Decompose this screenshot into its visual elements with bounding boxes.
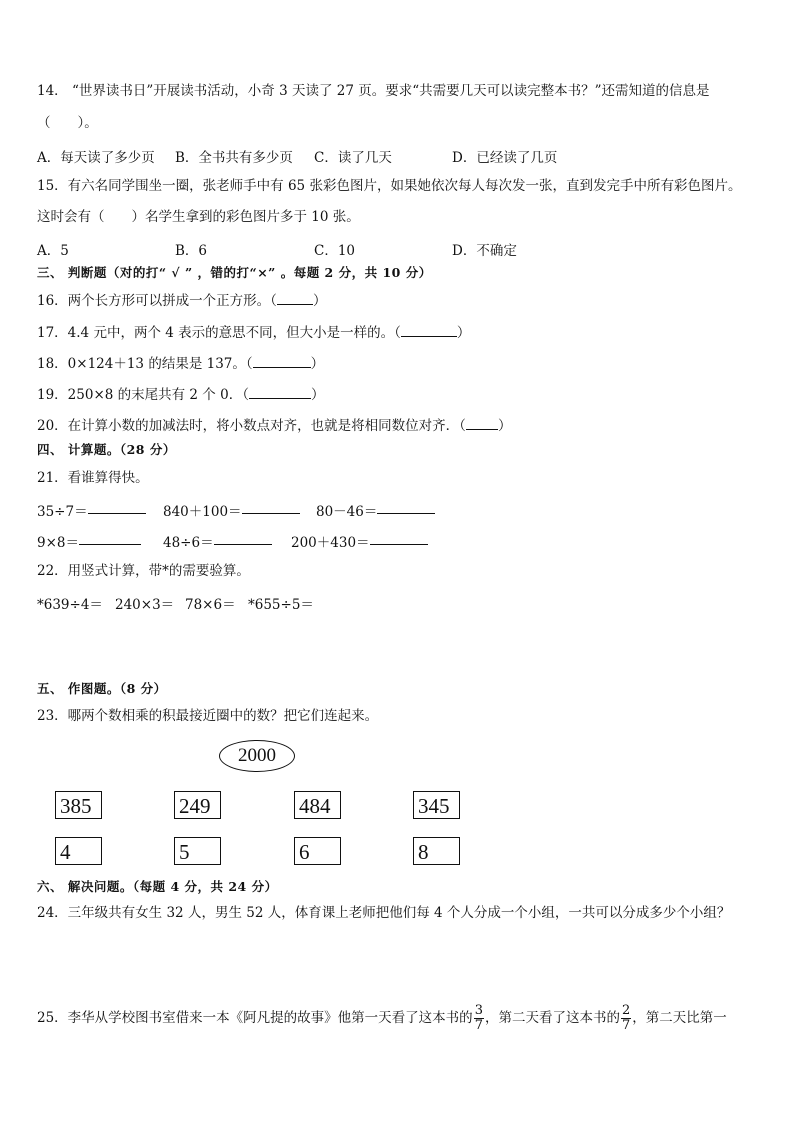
q15-option-a: A．5 <box>37 243 69 259</box>
target-number-oval: 2000 <box>219 740 295 772</box>
q25-text: 25．李华从学校图书室借来一本《阿凡提的故事》他第一天看了这本书的 $\frac{3}{7}$ ，第二天看了这本书的 $\frac{2}{7}$ ，第二天比第一 <box>37 1003 727 1033</box>
section-3-heading: 三、 判断题（对的打“ √ ” ，错的打“×” 。每题 2 分，共 10 分） <box>37 265 432 280</box>
q22-item: 78×6＝ <box>185 597 236 613</box>
calc-item: 200＋430＝ <box>291 531 370 551</box>
number-box-bottom[interactable]: 8 <box>413 837 460 865</box>
q14-text: 14． “世界读书日”开展读书活动，小奇 3 天读了 27 页。要求“共需要几天可以读完整本书？”还需知道的信息是 <box>37 83 710 99</box>
q14-option-a: A．每天读了多少页 <box>37 150 155 166</box>
calc-item: 840＋100＝ <box>163 500 242 520</box>
q22-title: 22．用竖式计算，带*的需要验算。 <box>37 563 250 579</box>
q23-title: 23．哪两个数相乘的积最接近圈中的数？把它们连起来。 <box>37 708 379 724</box>
section-6-heading: 六、 解决问题。（每题 4 分，共 24 分） <box>37 879 278 894</box>
number-box-bottom[interactable]: 4 <box>55 837 102 865</box>
q19: 19．250×8 的末尾共有 2 个 0．（ ） <box>37 387 325 403</box>
q14-option-c: C．读了几天 <box>314 150 392 166</box>
q18: 18．0×124＋13 的结果是 137。（ ） <box>37 356 325 372</box>
q14-paren: （ ）。 <box>37 115 98 131</box>
q21-title: 21．看谁算得快。 <box>37 470 149 486</box>
number-box-top[interactable]: 484 <box>294 791 341 819</box>
section-5-heading: 五、 作图题。（8 分） <box>37 681 167 696</box>
q17: 17．4.4 元中，两个 4 表示的意思不同，但大小是一样的。（ ） <box>37 325 471 341</box>
calc-item: 35÷7＝ <box>37 500 88 520</box>
q14-option-b: B．全书共有多少页 <box>175 150 293 166</box>
q15-text2: 这时会有（ ）名学生拿到的彩色图片多于 10 张。 <box>37 209 360 225</box>
q22-item: *655÷5＝ <box>248 597 314 613</box>
number-box-bottom[interactable]: 5 <box>174 837 221 865</box>
number-box-bottom[interactable]: 6 <box>294 837 341 865</box>
q15-option-c: C．10 <box>314 243 356 259</box>
q24-text: 24．三年级共有女生 32 人，男生 52 人，体育课上老师把他们每 4 个人分成一个小组，一共可以分成多少个小组？ <box>37 905 731 921</box>
q14-option-d: D．已经读了几页 <box>452 150 558 166</box>
section-4-heading: 四、 计算题。（28 分） <box>37 442 176 457</box>
fraction: $\frac{2}{7}$ <box>621 1003 631 1033</box>
q22-item: 240×3＝ <box>115 597 175 613</box>
q15-option-b: B．6 <box>175 243 208 259</box>
fraction: $\frac{3}{7}$ <box>474 1003 483 1033</box>
q20: 20．在计算小数的加减法时，将小数点对齐，也就是将相同数位对齐．（ ） <box>37 418 512 434</box>
q22-item: *639÷4＝ <box>37 597 103 613</box>
number-box-top[interactable]: 249 <box>174 791 221 819</box>
calc-item: 80－46＝ <box>316 500 377 520</box>
number-box-top[interactable]: 345 <box>413 791 460 819</box>
number-box-top[interactable]: 385 <box>55 791 102 819</box>
q16: 16．两个长方形可以拼成一个正方形。（ ） <box>37 293 327 309</box>
q15-option-d: D．不确定 <box>452 243 517 259</box>
calc-item: 9×8＝ <box>37 531 79 551</box>
q15-text: 15．有六名同学围坐一圈，张老师手中有 65 张彩色图片，如果她依次每人每次发一张，直到发完手中所有彩色图片。 <box>37 178 742 194</box>
calc-item: 48÷6＝ <box>163 531 214 551</box>
